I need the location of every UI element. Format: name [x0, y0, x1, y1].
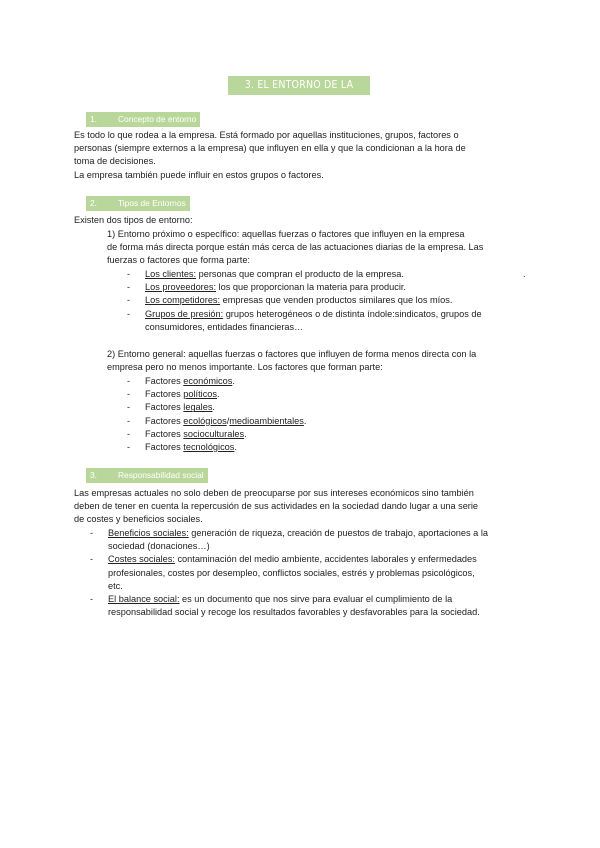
item-pre: Factores [145, 442, 184, 453]
specific-factors-list [127, 268, 527, 334]
item-term: Costes sociales: [108, 554, 175, 565]
section-heading-responsabilidad [86, 468, 208, 483]
item-term: legales [183, 402, 213, 413]
section-number: 2. [90, 198, 97, 208]
section-label: Responsabilidad social [118, 470, 204, 480]
text-line: 1) Entorno próximo o específico: aquellas fuerzas o factores que influyen en la empresa [107, 229, 465, 239]
item-tail: . [523, 269, 526, 279]
item-desc-cont: consumidores, entidades financieras… [145, 321, 304, 332]
item-desc: grupos heterogéneos o de distinta índole:sindicatos, grupos de [223, 308, 482, 319]
item-term-2: medioambientales [229, 415, 304, 426]
text-line: empresa pero no menos importante. Los factores que forman parte: [107, 362, 383, 373]
list-item [127, 401, 527, 414]
item-desc-cont: sociedad (donaciones…) [108, 541, 210, 552]
item-post: . [244, 428, 247, 439]
text-line: Las empresas actuales no solo deben de preocuparse por sus intereses económicos sino también [74, 488, 474, 498]
list-item [127, 441, 527, 454]
list-item [90, 553, 520, 593]
item-post: . [232, 376, 235, 386]
item-pre: Factores [145, 402, 184, 413]
entorno-general-paragraph [107, 348, 527, 374]
list-item [127, 415, 527, 428]
item-post: . [303, 415, 307, 426]
item-term: tecnológicos [183, 442, 235, 453]
section-heading-concepto [86, 112, 200, 127]
item-post: . [234, 442, 237, 453]
list-item [127, 268, 527, 281]
tipos-intro: Existen dos tipos de entorno: [74, 215, 193, 225]
item-term: políticos [183, 389, 218, 400]
item-post: . [212, 402, 215, 413]
text-line: deben de tener en cuenta la repercusión de sus actividades en la sociedad dando lugar a una serie [74, 501, 479, 512]
item-desc: personas que compran el producto de la empresa. [196, 269, 404, 279]
item-desc: es un documento que nos sirve para evaluar el cumplimiento de la [179, 594, 453, 605]
item-term: Grupos de presión: [145, 308, 224, 319]
item-desc-cont: etc. [108, 580, 123, 591]
paragraph-concepto [74, 129, 524, 182]
text-line: de costes y beneficios sociales. [74, 514, 203, 525]
list-item [127, 428, 527, 441]
text-line: de forma más directa porque están más cerca de las actuaciones diarias de la empresa. Las [107, 242, 484, 253]
section-heading-tipos [86, 196, 190, 211]
item-pre: Factores [145, 428, 184, 439]
item-term: económicos [183, 376, 233, 386]
item-desc-cont: responsabilidad social y recoge los resultados favorables y desfavorables para la sociedad. [108, 607, 480, 618]
item-term: socioculturales [183, 428, 245, 439]
list-item [127, 281, 527, 294]
paragraph-responsabilidad [74, 487, 524, 527]
item-pre: Factores [145, 376, 184, 386]
text-line: 2) Entorno general: aquellas fuerzas o factores que influyen de forma menos directa con la [107, 349, 477, 359]
list-item [90, 593, 520, 619]
item-desc-cont: profesionales, costes por desempleo, conflictos sociales, estrés y problemas psicológicos, [108, 567, 475, 578]
item-desc: generación de riqueza, creación de puestos de trabajo, aportaciones a la [188, 528, 488, 538]
section-label: Concepto de entorno [118, 114, 197, 124]
list-item [90, 527, 520, 553]
item-post: . [217, 389, 220, 400]
list-item [127, 375, 527, 388]
item-mid: / [226, 415, 230, 426]
text-line: La empresa también puede influir en estos grupos o factores. [74, 169, 324, 180]
item-term: Los competidores: [145, 295, 221, 306]
item-term: Los clientes: [145, 269, 197, 279]
text-line: fuerzas o factores que forma parte: [107, 255, 250, 266]
text-line: toma de decisiones. [74, 156, 156, 167]
entorno-especifico-paragraph [107, 228, 527, 268]
item-desc: empresas que venden productos similares que los míos. [220, 295, 453, 306]
social-items-list [90, 527, 520, 619]
list-item [127, 294, 527, 307]
item-pre: Factores [145, 389, 184, 400]
document-title: 3. EL ENTORNO DE LA EMPRESA [228, 76, 370, 95]
text-line: Es todo lo que rodea a la empresa. Está formado por aquellas instituciones, grupos, factores o [74, 130, 459, 140]
item-desc: contaminación del medio ambiente, accidentes laborales y enfermedades [174, 554, 477, 565]
item-term: Los proveedores: [145, 282, 216, 293]
item-term: ecológicos [183, 415, 227, 426]
text-line: personas (siempre externos a la empresa) que influyen en ella y que la condicionan a la hora de [74, 143, 466, 154]
general-factors-list [127, 375, 527, 454]
list-item [127, 308, 527, 334]
item-pre: Factores [145, 415, 184, 426]
item-desc: los que proporcionan la materia para producir. [216, 282, 406, 293]
section-number: 3. [90, 470, 97, 480]
section-label: Tipos de Entornos [118, 198, 186, 208]
section-number: 1. [90, 114, 97, 124]
list-item [127, 388, 527, 401]
item-term: El balance social: [108, 594, 180, 605]
item-term: Beneficios sociales: [108, 528, 189, 538]
